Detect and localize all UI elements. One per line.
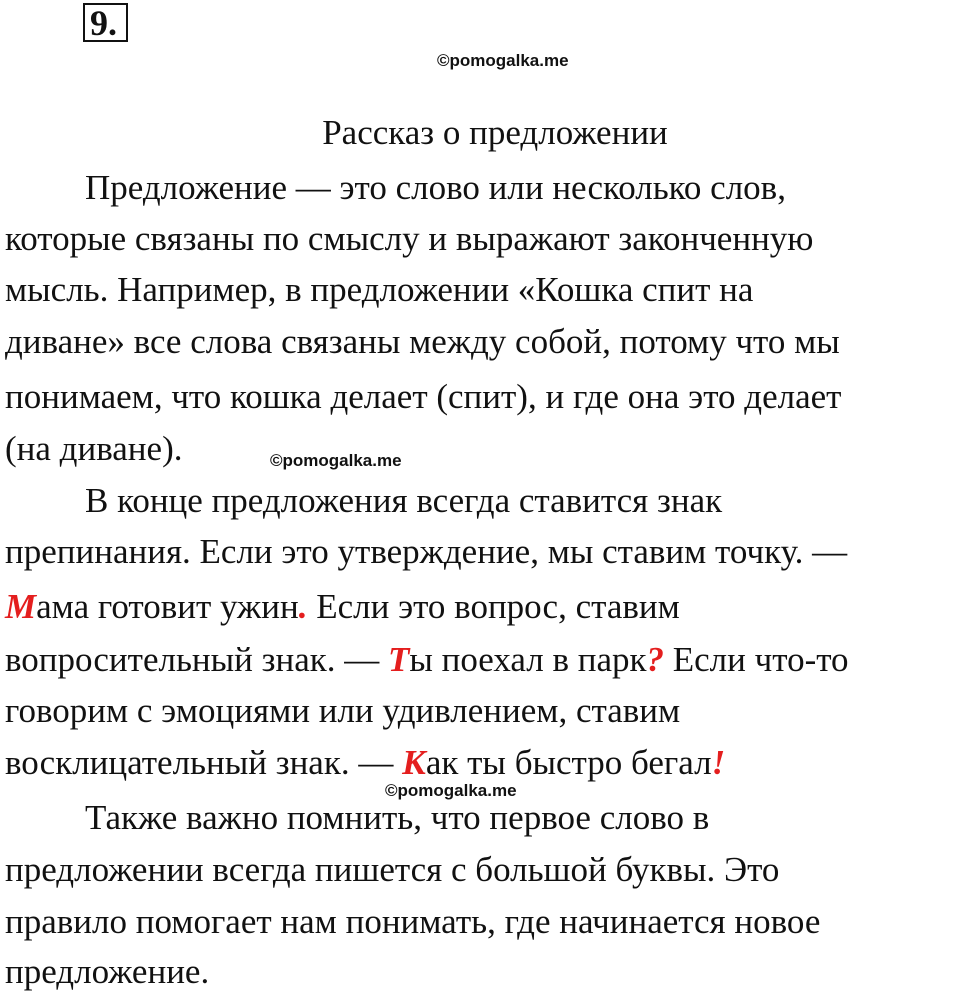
example-3-text: ак ты быстро бегал — [425, 743, 712, 782]
paragraph-2-line-4-rest: Если что-то — [664, 640, 849, 679]
example-2-question-mark: ? — [646, 640, 665, 679]
page-title: Рассказ о предложении — [322, 113, 668, 152]
paragraph-3-line-4: предложение. — [5, 952, 210, 991]
watermark-middle: ©pomogalka.me — [270, 451, 402, 470]
task-number: 9. — [83, 3, 128, 42]
paragraph-2-line-5: говорим с эмоциями или удивлением, ставим — [5, 691, 681, 730]
paragraph-1-line-4: диване» все слова связаны между собой, потому что мы — [5, 322, 840, 361]
paragraph-1-line-2: которые связаны по смыслу и выражают законченную — [5, 219, 814, 258]
paragraph-3-line-3: правило помогает нам понимать, где начинается новое — [5, 902, 821, 941]
paragraph-3-line-1: Также важно помнить, что первое слово в — [85, 798, 710, 837]
paragraph-2-line-6 — [5, 738, 725, 788]
paragraph-1-line-5: понимаем, что кошка делает (спит), и где она это делает — [5, 377, 842, 416]
example-3-first-letter: К — [402, 743, 426, 782]
paragraph-2-line-3 — [5, 582, 680, 632]
paragraph-2-line-4-start: вопросительный знак. — — [5, 640, 388, 679]
paragraph-2-line-1: В конце предложения всегда ставится знак — [85, 481, 723, 520]
paragraph-1-line-3: мысль. Например, в предложении «Кошка спит на — [5, 270, 754, 309]
paragraph-2-line-2: препинания. Если это утверждение, мы ставим точку. — — [5, 532, 848, 571]
example-2-first-letter: Т — [387, 640, 410, 679]
paragraph-3-line-2: предложении всегда пишется с большой буквы. Это — [5, 850, 780, 889]
paragraph-2-line-3-rest: Если это вопрос, ставим — [307, 587, 680, 626]
paragraph-2-line-6-start: восклицательный знак. — — [5, 743, 403, 782]
watermark-top: ©pomogalka.me — [437, 51, 569, 70]
example-1-text: ама готовит ужин — [36, 587, 299, 626]
watermark-bottom: ©pomogalka.me — [385, 781, 517, 800]
example-2-text: ы поехал в парк — [409, 640, 647, 679]
paragraph-2-line-4 — [5, 635, 849, 685]
example-1-first-letter: М — [5, 587, 37, 626]
paragraph-1-line-6: (на диване). — [5, 429, 183, 468]
example-1-period-mark: . — [298, 587, 308, 626]
paragraph-1-line-1: Предложение — это слово или несколько слов, — [85, 168, 786, 207]
example-3-exclamation-mark: ! — [711, 743, 726, 782]
